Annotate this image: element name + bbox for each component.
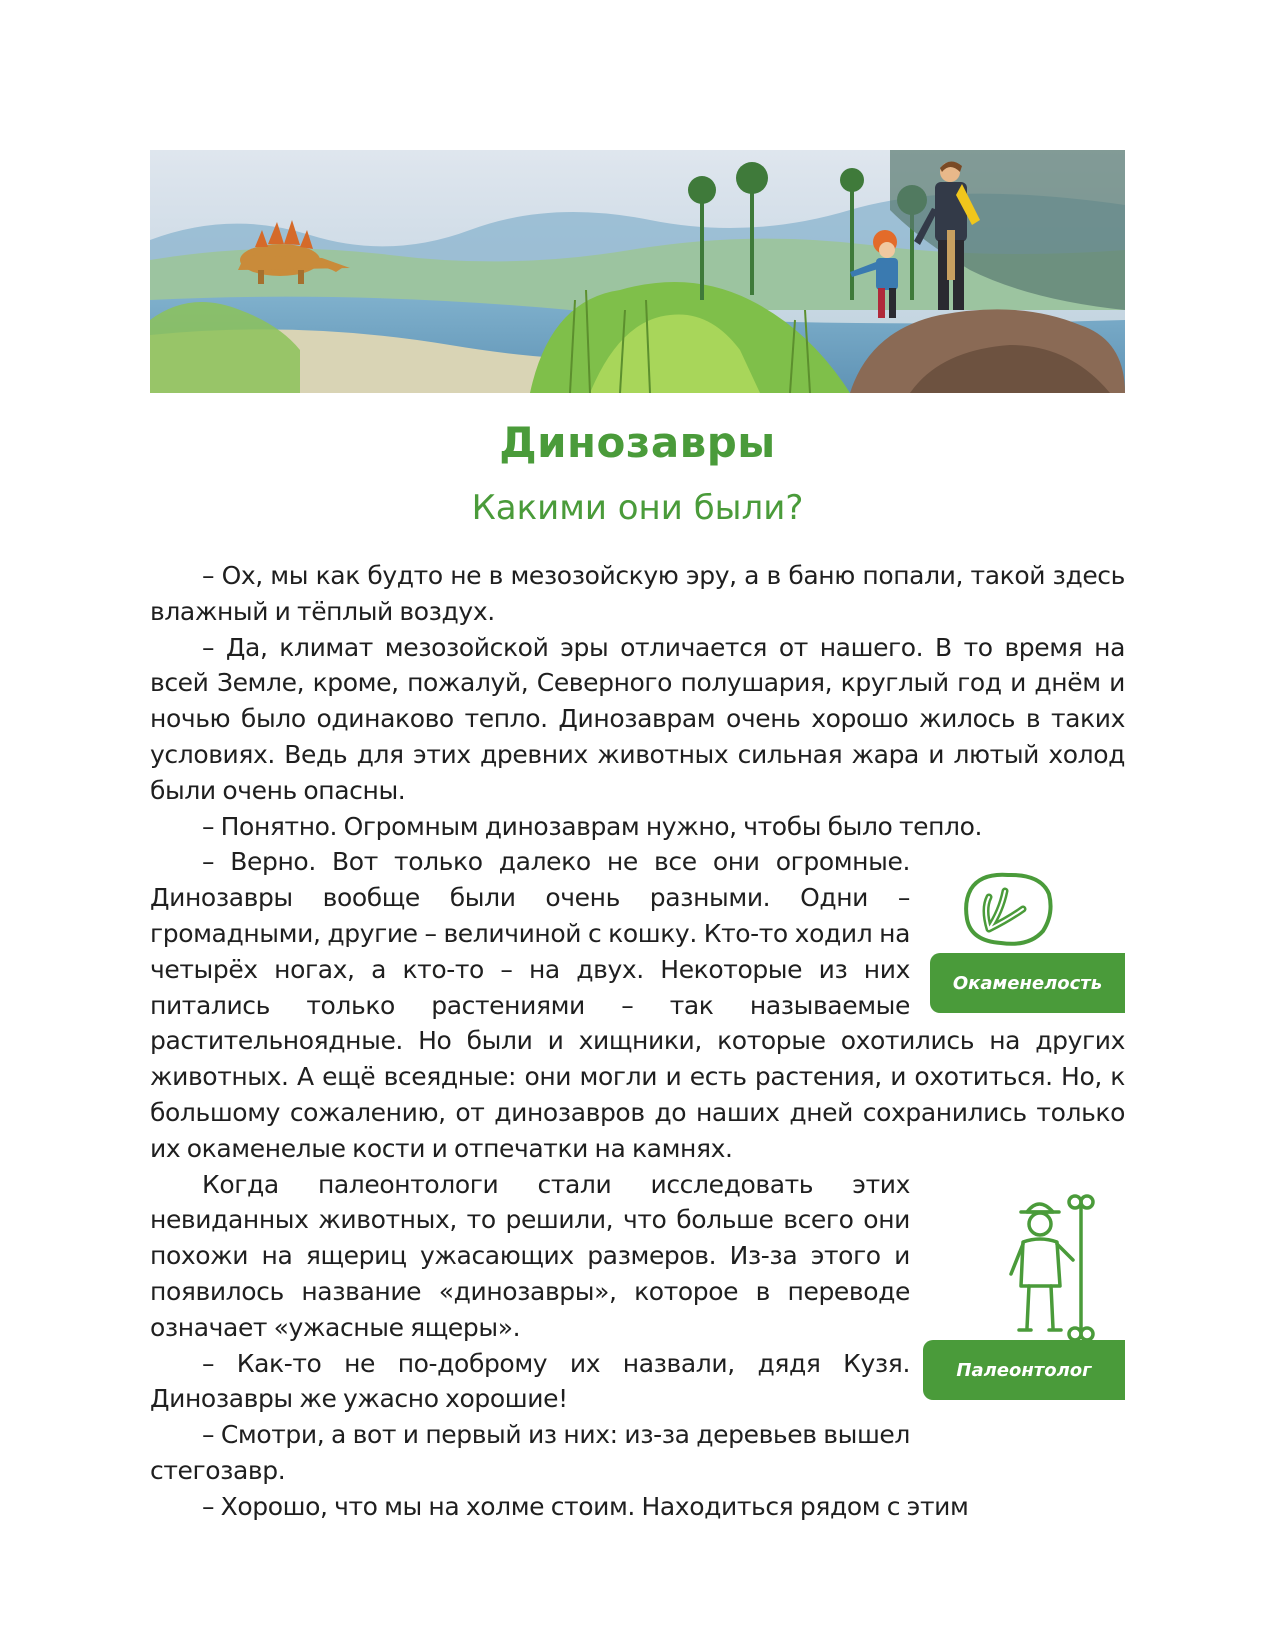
fossil-label-badge: Окаменелость: [930, 953, 1125, 1013]
paragraph: – Хорошо, что мы на холме стоим. Находиться рядом с этим: [202, 1491, 969, 1521]
paragraph: – Верно. Вот только далеко не все они огромные. Динозавры вообще были очень разными. Одни – громадными, другие – величиной с кошку. Кто-то ходил на четырёх ногах, а кто-то – на двух. Некоторые из них питались только растениями – так называемые растительноядные. Но были и хищники, которые охотились на других животных. А ещё всеядные: они могли и есть растения, и охотиться. Но, к большому сожалению, от динозавров до наших дней сохранились только их окаменелые кости и отпечатки на камнях.: [150, 847, 1125, 1163]
page-subtitle: Какими они были?: [471, 488, 804, 528]
landscape-image: [150, 150, 1125, 393]
paleontologist-icon: [1005, 1190, 1115, 1340]
banner-illustration: [150, 150, 1125, 393]
fossil-footprint-icon: [961, 869, 1055, 949]
page-title: Динозавры: [499, 418, 776, 467]
paragraph: – Да, климат мезозойской эры отличается от нашего. В то время на всей Земле, кроме, пожалуй, Северного полушария, круглый год и днём и ночью было одинаково тепло. Динозаврам очень хорошо жилось в таких условиях. Ведь для этих древних животных сильная жара и лютый холод были очень опасны.: [150, 632, 1125, 805]
paragraph: – Понятно. Огромным динозаврам нужно, чтобы было тепло.: [202, 811, 983, 841]
paragraph: Когда палеонтологи стали исследовать этих невиданных животных, то решили, что больше всего они похожи на ящериц ужасающих размеров. Из-за этого и появилось название «динозавры», которое в переводе означает «ужасные ящеры».: [150, 1169, 910, 1342]
paragraph: – Смотри, а вот и первый из них: из-за деревьев вышел стегозавр.: [150, 1420, 910, 1485]
paragraph: – Как-то не по-доброму их назвали, дядя Кузя. Динозавры же ужасно хорошие!: [150, 1348, 910, 1414]
paleontologist-label-badge: Палеонтолог: [923, 1340, 1125, 1400]
paragraph: – Ох, мы как будто не в мезозойскую эру, а в баню попали, такой здесь влажный и тёплый воздух.: [150, 561, 1125, 626]
